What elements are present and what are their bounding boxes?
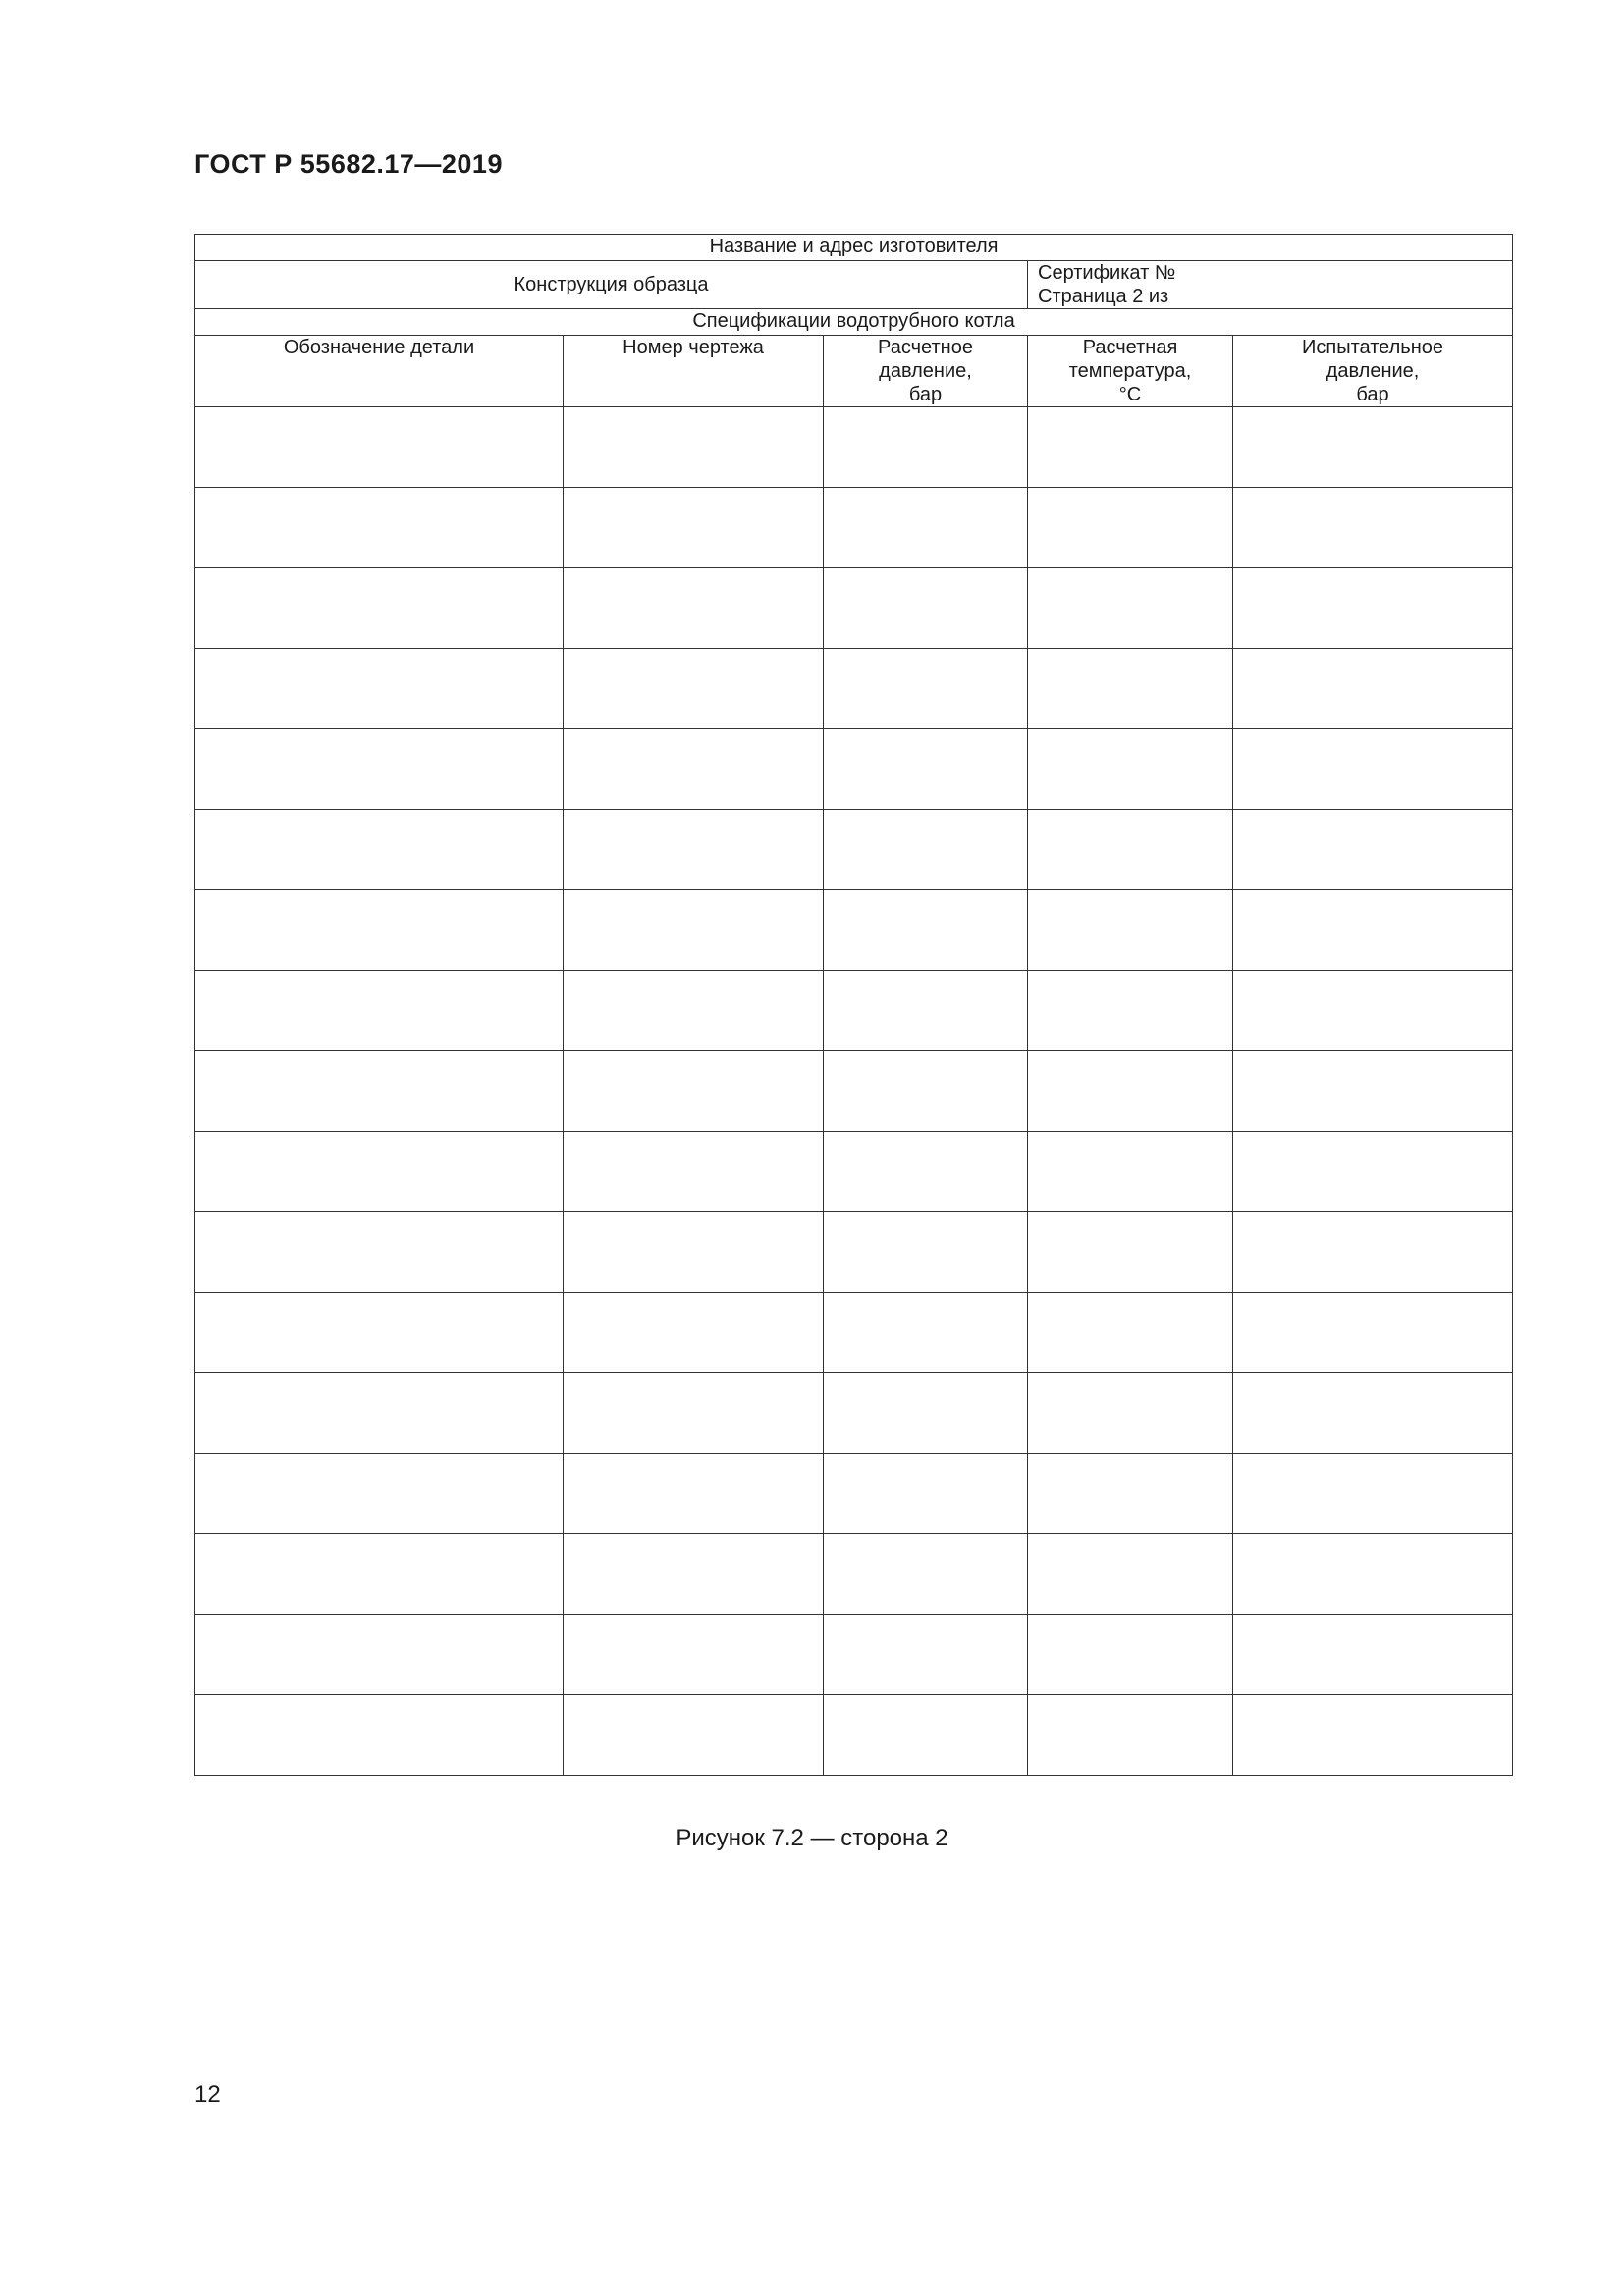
column-header-line: температура, xyxy=(1068,360,1192,382)
empty-form-cell[interactable] xyxy=(564,1454,824,1534)
empty-form-cell[interactable] xyxy=(564,729,824,810)
spec-title: Спецификации водотрубного котла xyxy=(692,310,1015,332)
empty-form-cell[interactable] xyxy=(1233,407,1513,488)
empty-form-cell[interactable] xyxy=(1028,1615,1233,1695)
empty-form-cell[interactable] xyxy=(564,810,824,890)
empty-form-cell[interactable] xyxy=(1028,1293,1233,1373)
empty-form-cell[interactable] xyxy=(1233,1293,1513,1373)
empty-form-cell[interactable] xyxy=(564,649,824,729)
boiler-specification-form xyxy=(194,234,1513,1776)
empty-form-cell[interactable] xyxy=(195,568,564,649)
form-data-rows xyxy=(195,407,1513,1776)
empty-form-cell[interactable] xyxy=(195,1051,564,1132)
table-row xyxy=(195,1293,1513,1373)
empty-form-cell[interactable] xyxy=(564,488,824,568)
empty-form-cell[interactable] xyxy=(195,890,564,971)
empty-form-cell[interactable] xyxy=(195,1454,564,1534)
empty-form-cell[interactable] xyxy=(1233,568,1513,649)
empty-form-cell[interactable] xyxy=(564,1051,824,1132)
column-header-test-pressure xyxy=(1233,336,1513,407)
column-header-line: °С xyxy=(1118,384,1142,405)
column-header-line: Расчетная xyxy=(1082,337,1178,358)
empty-form-cell[interactable] xyxy=(824,568,1028,649)
empty-form-cell[interactable] xyxy=(824,407,1028,488)
empty-form-cell[interactable] xyxy=(195,1373,564,1454)
empty-form-cell[interactable] xyxy=(195,1615,564,1695)
empty-form-cell[interactable] xyxy=(195,971,564,1051)
table-row xyxy=(195,1695,1513,1776)
column-header-design-temperature xyxy=(1028,336,1233,407)
column-header-line: Испытательное xyxy=(1302,337,1444,358)
column-header-line: бар xyxy=(1356,384,1389,405)
empty-form-cell[interactable] xyxy=(824,890,1028,971)
empty-form-cell[interactable] xyxy=(1028,1051,1233,1132)
empty-form-cell[interactable] xyxy=(1028,1373,1233,1454)
column-header-line: давление, xyxy=(1326,360,1420,382)
empty-form-cell[interactable] xyxy=(1028,568,1233,649)
empty-form-cell[interactable] xyxy=(195,1132,564,1212)
empty-form-cell[interactable] xyxy=(1233,729,1513,810)
empty-form-cell[interactable] xyxy=(1233,1373,1513,1454)
column-header-design-pressure xyxy=(824,336,1028,407)
empty-form-cell[interactable] xyxy=(824,729,1028,810)
empty-form-cell[interactable] xyxy=(1028,1454,1233,1534)
empty-form-cell[interactable] xyxy=(564,971,824,1051)
page-of-label: Страница 2 из xyxy=(1038,286,1169,307)
empty-form-cell[interactable] xyxy=(1233,1534,1513,1615)
table-row xyxy=(195,1454,1513,1534)
empty-form-cell[interactable] xyxy=(195,729,564,810)
empty-form-cell[interactable] xyxy=(824,1615,1028,1695)
empty-form-cell[interactable] xyxy=(824,1534,1028,1615)
empty-form-cell[interactable] xyxy=(1233,1051,1513,1132)
empty-form-cell[interactable] xyxy=(1028,407,1233,488)
empty-form-cell[interactable] xyxy=(824,649,1028,729)
empty-form-cell[interactable] xyxy=(824,488,1028,568)
column-header-line: давление, xyxy=(879,360,972,382)
design-cell xyxy=(195,261,1028,309)
certificate-cell xyxy=(1028,261,1513,309)
design-label: Конструкция образца xyxy=(514,274,709,295)
table-row xyxy=(195,1051,1513,1132)
empty-form-cell[interactable] xyxy=(824,1695,1028,1776)
table-row xyxy=(195,810,1513,890)
empty-form-cell[interactable] xyxy=(1233,1615,1513,1695)
figure-caption: Рисунок 7.2 — сторона 2 xyxy=(676,1825,948,1851)
empty-form-cell[interactable] xyxy=(564,1695,824,1776)
column-header-line: Расчетное xyxy=(878,337,973,358)
empty-form-cell[interactable] xyxy=(195,1293,564,1373)
empty-form-cell[interactable] xyxy=(1233,488,1513,568)
page-number: 12 xyxy=(194,2081,221,2108)
empty-form-cell[interactable] xyxy=(1233,1695,1513,1776)
empty-form-cell[interactable] xyxy=(1028,488,1233,568)
empty-form-cell[interactable] xyxy=(1233,1212,1513,1293)
certificate-label: Сертификат № xyxy=(1038,262,1176,284)
document-code: ГОСТ Р 55682.17—2019 xyxy=(194,149,503,179)
empty-form-cell[interactable] xyxy=(564,890,824,971)
empty-form-cell[interactable] xyxy=(824,1132,1028,1212)
empty-form-cell[interactable] xyxy=(195,407,564,488)
empty-form-cell[interactable] xyxy=(824,1051,1028,1132)
empty-form-cell[interactable] xyxy=(564,1615,824,1695)
empty-form-cell[interactable] xyxy=(1233,971,1513,1051)
empty-form-cell[interactable] xyxy=(195,810,564,890)
empty-form-cell[interactable] xyxy=(1028,1534,1233,1615)
empty-form-cell[interactable] xyxy=(564,1534,824,1615)
table-row xyxy=(195,649,1513,729)
empty-form-cell[interactable] xyxy=(824,1373,1028,1454)
empty-form-cell[interactable] xyxy=(1028,1695,1233,1776)
table-row xyxy=(195,890,1513,971)
table-row xyxy=(195,407,1513,488)
table-row xyxy=(195,1534,1513,1615)
empty-form-cell[interactable] xyxy=(824,971,1028,1051)
empty-form-cell[interactable] xyxy=(195,649,564,729)
empty-form-cell[interactable] xyxy=(195,488,564,568)
empty-form-cell[interactable] xyxy=(195,1695,564,1776)
table-row xyxy=(195,971,1513,1051)
empty-form-cell[interactable] xyxy=(564,1373,824,1454)
manufacturer-label: Название и адрес изготовителя xyxy=(709,236,999,257)
empty-form-cell[interactable] xyxy=(195,1212,564,1293)
empty-form-cell[interactable] xyxy=(824,810,1028,890)
empty-form-cell[interactable] xyxy=(1233,1454,1513,1534)
column-header-line: Обозначение детали xyxy=(283,337,475,358)
empty-form-cell[interactable] xyxy=(564,407,824,488)
empty-form-cell[interactable] xyxy=(564,1212,824,1293)
empty-form-cell[interactable] xyxy=(824,1293,1028,1373)
empty-form-cell[interactable] xyxy=(1233,890,1513,971)
empty-form-cell[interactable] xyxy=(1028,971,1233,1051)
empty-form-cell[interactable] xyxy=(564,568,824,649)
table-row xyxy=(195,1212,1513,1293)
column-header-row xyxy=(195,336,1513,407)
empty-form-cell[interactable] xyxy=(1233,1132,1513,1212)
column-header-line: Номер чертежа xyxy=(623,337,764,358)
empty-form-cell[interactable] xyxy=(1233,649,1513,729)
manufacturer-cell xyxy=(195,235,1513,261)
column-header-drawing-number xyxy=(564,336,824,407)
empty-form-cell[interactable] xyxy=(564,1132,824,1212)
empty-form-cell[interactable] xyxy=(1233,810,1513,890)
column-header-part-designation xyxy=(195,336,564,407)
empty-form-cell[interactable] xyxy=(1028,649,1233,729)
empty-form-cell[interactable] xyxy=(824,1212,1028,1293)
empty-form-cell[interactable] xyxy=(1028,890,1233,971)
empty-form-cell[interactable] xyxy=(195,1534,564,1615)
table-row xyxy=(195,1615,1513,1695)
empty-form-cell[interactable] xyxy=(824,1454,1028,1534)
table-row xyxy=(195,1132,1513,1212)
spec-title-cell xyxy=(195,309,1513,336)
table-row xyxy=(195,568,1513,649)
empty-form-cell[interactable] xyxy=(1028,810,1233,890)
empty-form-cell[interactable] xyxy=(1028,729,1233,810)
empty-form-cell[interactable] xyxy=(564,1293,824,1373)
empty-form-cell[interactable] xyxy=(1028,1212,1233,1293)
table-row xyxy=(195,1373,1513,1454)
table-row xyxy=(195,488,1513,568)
column-header-line: бар xyxy=(908,384,943,405)
empty-form-cell[interactable] xyxy=(1028,1132,1233,1212)
table-row xyxy=(195,729,1513,810)
